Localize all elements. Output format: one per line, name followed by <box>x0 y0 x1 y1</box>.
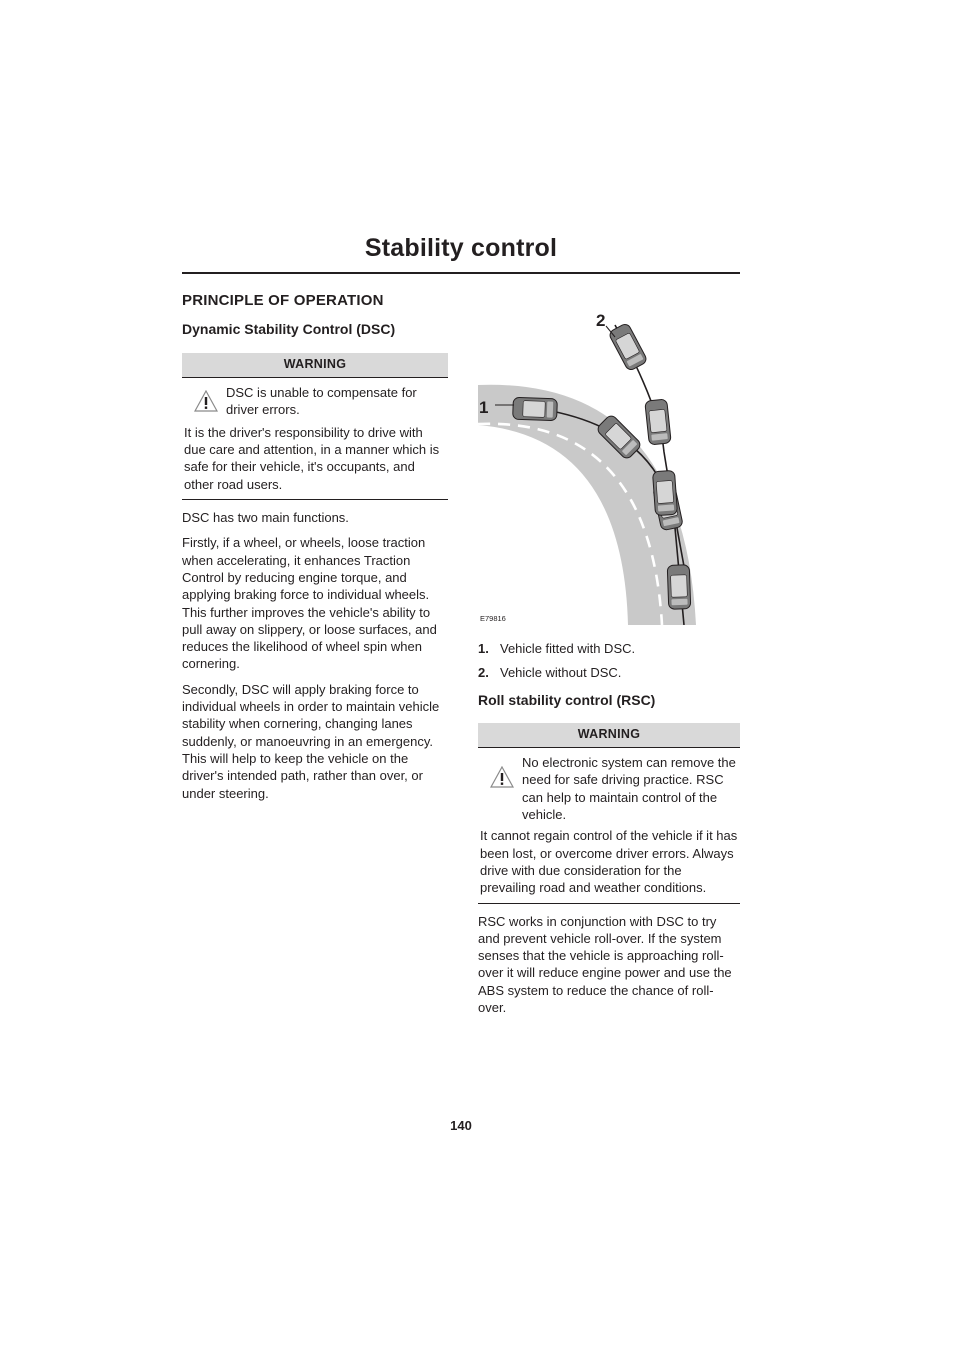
figure-reference: E79816 <box>480 614 506 623</box>
dsc-diagram <box>478 307 740 625</box>
warning-first-line <box>478 748 740 823</box>
vehicle-icon <box>645 399 671 445</box>
vehicle-icon <box>513 397 558 421</box>
section-title: PRINCIPLE OF OPERATION <box>182 292 384 309</box>
paragraph-2: Firstly, if a wheel, or wheels, loose traction when accelerating, it enhances Traction Control by reducing engine torque, and applying braking force to individual wheels. This further improves the vehicle's ability to pull away on slippery, or loose surfaces, and reduces the likelihood of wheel spin when cornering. <box>182 535 437 672</box>
warning-box-rsc <box>478 723 740 904</box>
left-column <box>182 292 448 810</box>
callout-1: 1 <box>479 398 489 417</box>
subsection-title-dsc: Dynamic Stability Control (DSC) <box>182 321 396 338</box>
page-title: Stability control <box>364 234 558 262</box>
page-number: 140 <box>450 1118 472 1133</box>
vehicle-icon <box>652 470 677 515</box>
callout-2: 2 <box>596 311 606 330</box>
warning-text-rest: It is the driver's responsibility to drive with due care and attention, in a manner which is safe for their vehicle, it's occupants, and other road users. <box>184 424 440 492</box>
header-rule <box>182 272 740 274</box>
warning-triangle-icon <box>490 766 514 788</box>
list-number: 1. <box>478 641 489 656</box>
subsection-title-rsc: Roll stability control (RSC) <box>478 691 656 708</box>
paragraph-rsc: RSC works in conjunction with DSC to try and prevent vehicle roll-over. If the system senses that the vehicle is approaching roll-over it will reduce engine power and use the ABS system to reduce the chance of roll-over. <box>478 913 732 1016</box>
list-number: 2. <box>478 665 489 681</box>
warning-text-first: DSC is unable to compensate for driver errors. <box>226 384 417 418</box>
list-item <box>478 640 740 657</box>
warning-label: WARNING <box>182 353 448 378</box>
warning-first-line <box>182 378 448 420</box>
warning-label: WARNING <box>478 723 740 748</box>
warning-box-dsc <box>182 353 448 500</box>
list-item <box>478 664 740 681</box>
paragraph-1: DSC has two main functions. <box>182 510 349 526</box>
paragraph-3: Secondly, DSC will apply braking force to individual wheels in order to maintain vehicle stability when cornering, changing lanes suddenly, or manoeuvring in an emergency. This will help to keep the vehicle on the driver's intended path, rather than over, or under steering. <box>182 681 440 801</box>
warning-text-first: No electronic system can remove the need for safe driving practice. RSC can help to maintain control of the vehicle. <box>522 755 736 823</box>
right-column <box>478 640 740 1024</box>
list-text: Vehicle fitted with DSC. <box>500 641 636 656</box>
warning-triangle-icon <box>194 390 218 412</box>
warning-text-rest: It cannot regain control of the vehicle if it has been lost, or overcome driver errors. Always drive with due consideration for the prevailing road and weather conditions. <box>480 828 738 896</box>
list-text: Vehicle without DSC. <box>500 665 622 681</box>
vehicle-icon <box>667 565 691 610</box>
